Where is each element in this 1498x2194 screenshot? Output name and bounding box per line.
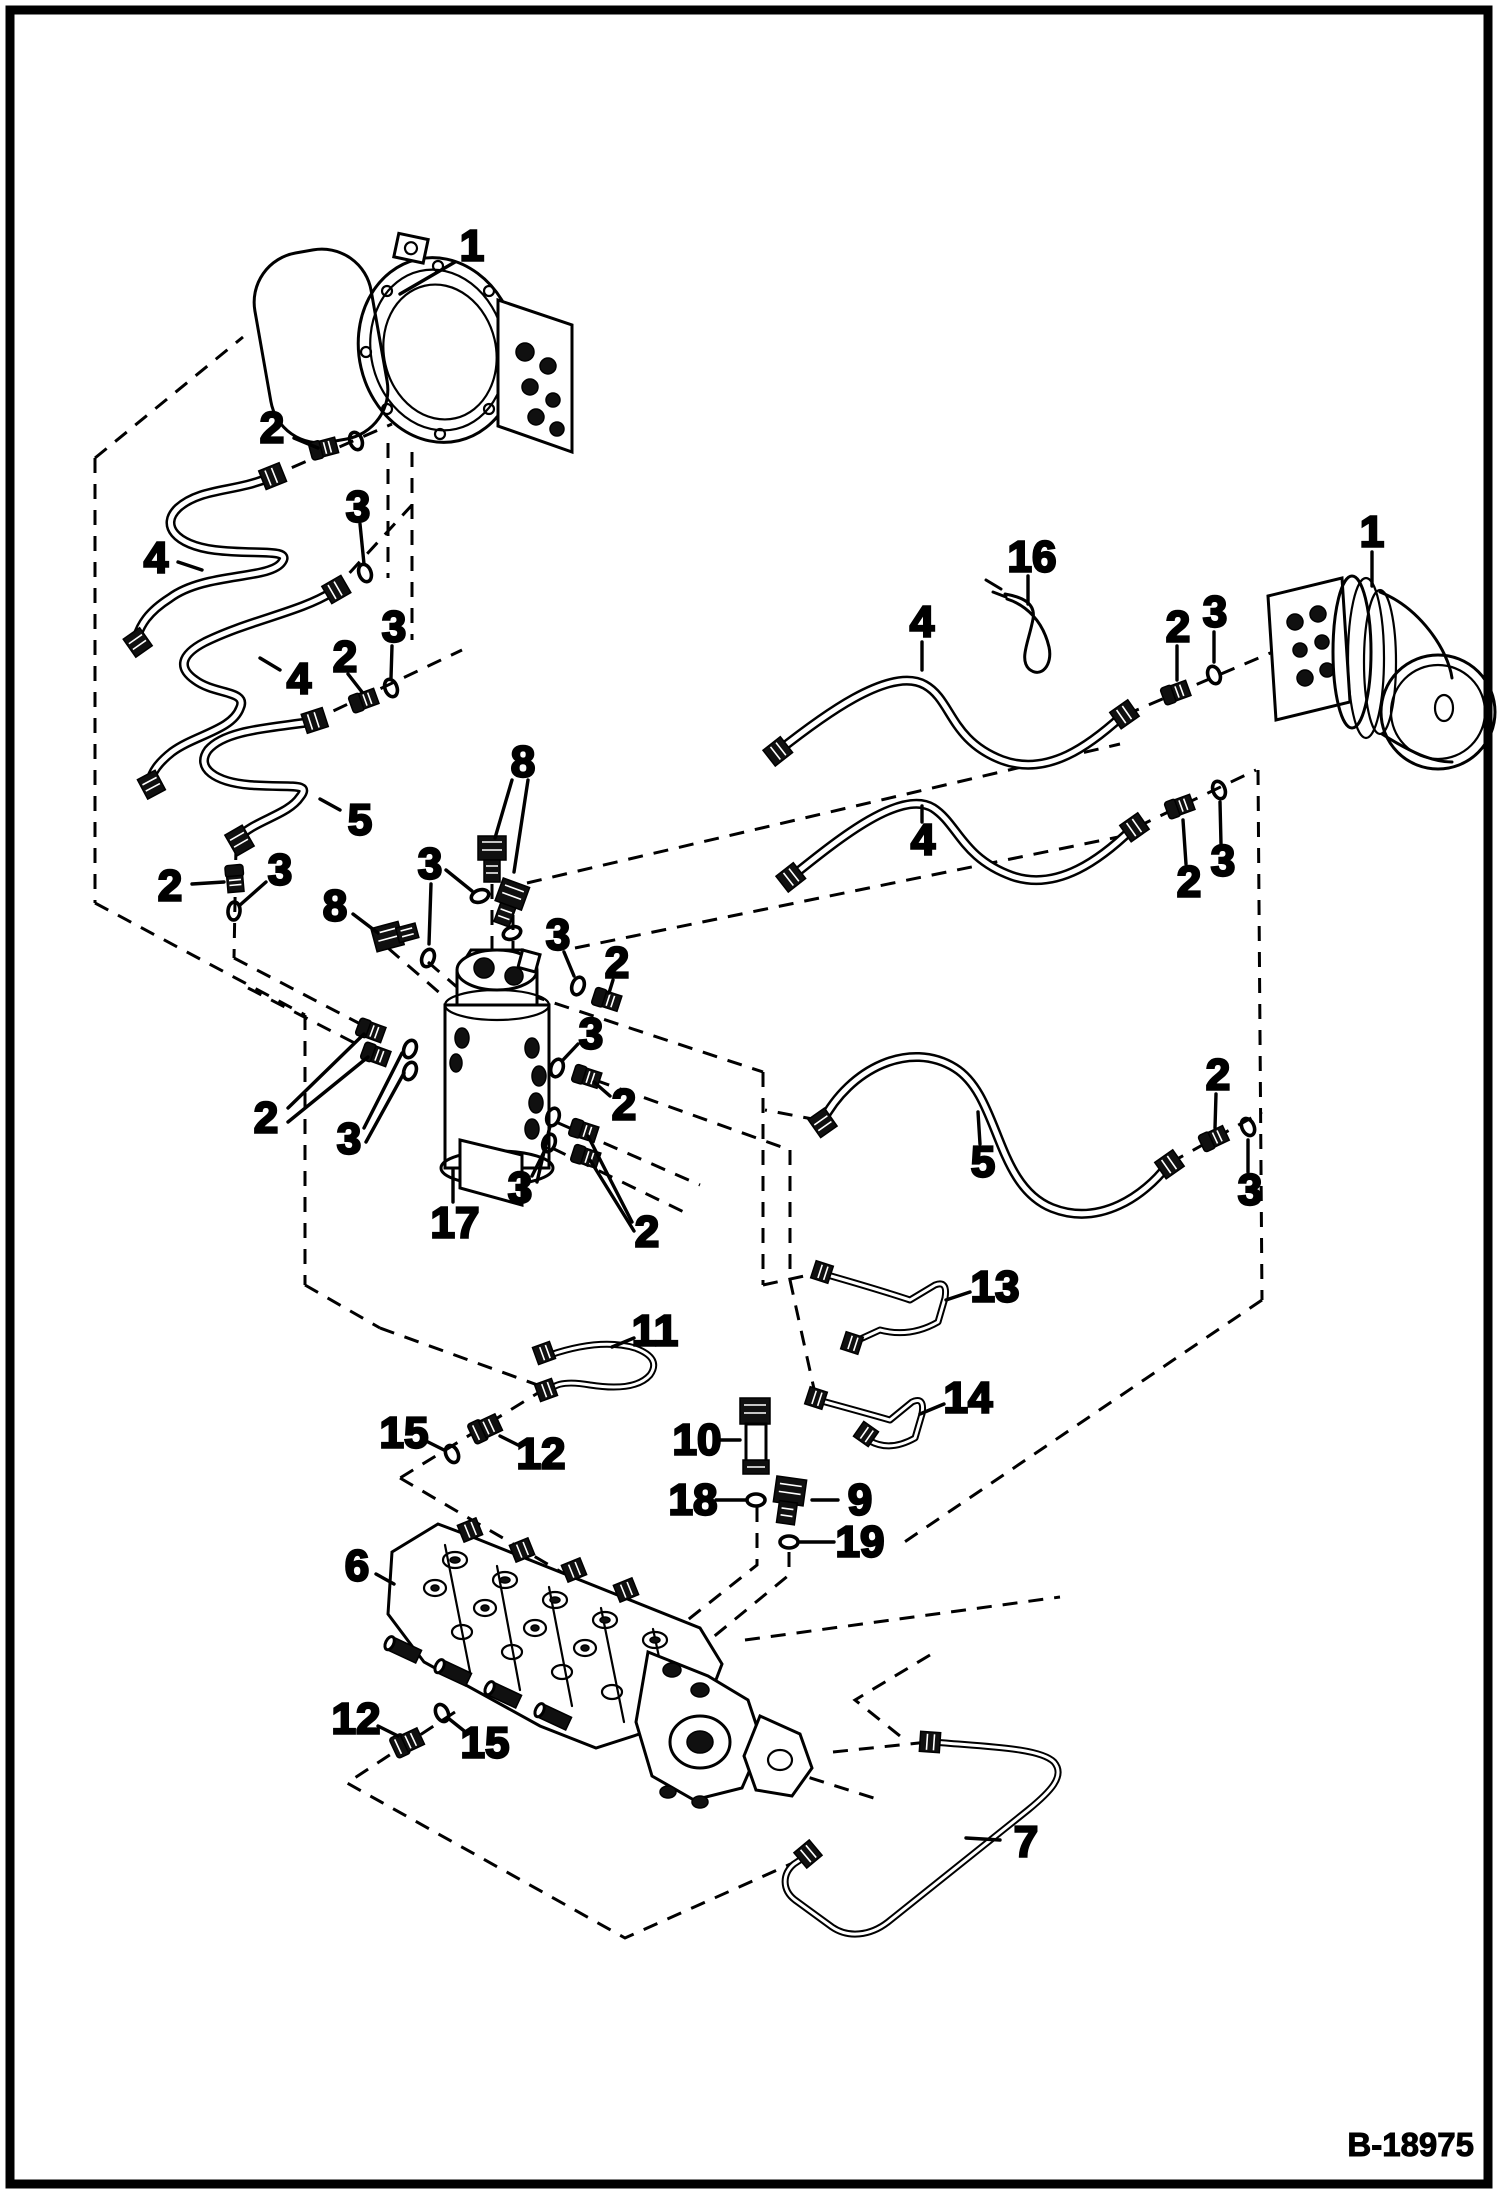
callout-3: 3	[1210, 836, 1236, 886]
callout-2: 2	[259, 403, 285, 453]
callout-15: 15	[379, 1408, 429, 1458]
callout-leader-2	[588, 1136, 632, 1222]
callout-3: 3	[381, 602, 407, 652]
callout-12: 12	[516, 1429, 566, 1479]
callout-leader-7	[966, 1838, 1000, 1840]
callout-leader-8	[514, 780, 528, 872]
callout-2: 2	[634, 1207, 660, 1257]
callout-4: 4	[910, 815, 936, 865]
callout-2: 2	[1165, 602, 1191, 652]
hose-4-left-lower	[137, 575, 350, 799]
callout-2: 2	[253, 1093, 279, 1143]
cable-tie-16	[986, 580, 1050, 672]
elbow-fitting-8-right	[488, 878, 529, 929]
callout-18: 18	[668, 1475, 718, 1525]
figure-code: B-18975	[1347, 2126, 1474, 2163]
callout-leader-3	[446, 870, 472, 891]
callout-15: 15	[460, 1718, 510, 1768]
tube-14	[805, 1387, 923, 1447]
callout-layer	[144, 222, 1384, 1867]
callout-2: 2	[157, 861, 183, 911]
callout-2: 2	[1176, 857, 1202, 907]
hose-4-right-upper	[763, 681, 1139, 766]
oring-19	[780, 1536, 798, 1548]
callout-17: 17	[430, 1198, 480, 1248]
control-valve	[383, 1518, 812, 1808]
callout-leader-3	[429, 884, 431, 944]
callout-leader-3	[562, 1044, 578, 1061]
callout-leader-4	[260, 658, 280, 670]
callout-2: 2	[604, 938, 630, 988]
callout-leader-8	[353, 914, 378, 933]
callout-4: 4	[143, 533, 169, 583]
callout-10: 10	[672, 1415, 722, 1465]
callout-6: 6	[344, 1541, 370, 1591]
fitting-12-bottom	[389, 1726, 425, 1759]
elbow-fitting-8-top	[478, 836, 506, 882]
callout-leader-13	[946, 1292, 970, 1300]
hose-4-right-lower	[776, 804, 1149, 892]
callout-3: 3	[267, 845, 293, 895]
callout-12: 12	[331, 1694, 381, 1744]
callout-8: 8	[322, 881, 348, 931]
callout-leader-5	[320, 799, 340, 810]
page-border	[10, 10, 1488, 2184]
callout-3: 3	[1237, 1165, 1263, 1215]
callout-11: 11	[631, 1306, 679, 1356]
callout-4: 4	[286, 654, 312, 704]
callout-4: 4	[909, 597, 935, 647]
callout-3: 3	[336, 1114, 362, 1164]
hose-5-right	[808, 1057, 1184, 1214]
callout-16: 16	[1007, 532, 1057, 582]
callout-3: 3	[1202, 587, 1228, 637]
callout-3: 3	[578, 1009, 604, 1059]
callout-3: 3	[417, 839, 443, 889]
orings-3	[227, 430, 1257, 1153]
callout-5: 5	[347, 795, 373, 845]
travel-motor-left	[246, 233, 572, 458]
callout-2: 2	[611, 1080, 637, 1130]
callout-3: 3	[345, 482, 371, 532]
callout-9: 9	[847, 1475, 873, 1525]
travel-motor-right	[1268, 576, 1495, 769]
callout-13: 13	[970, 1262, 1020, 1312]
callout-1: 1	[459, 221, 485, 271]
tube-13	[811, 1261, 946, 1355]
elbow-fitting-10	[740, 1398, 770, 1474]
callout-5: 5	[970, 1137, 996, 1187]
callout-leader-2	[192, 882, 224, 884]
callout-1: 1	[1359, 507, 1385, 557]
callout-leader-2	[590, 1160, 634, 1231]
callout-7: 7	[1013, 1817, 1039, 1867]
callout-2: 2	[1205, 1050, 1231, 1100]
callout-leader-8	[495, 780, 512, 838]
oring-15-top	[443, 1443, 461, 1464]
callout-3: 3	[545, 910, 571, 960]
callout-leader-4	[178, 562, 202, 570]
callout-19: 19	[835, 1517, 885, 1567]
callout-14: 14	[943, 1373, 993, 1423]
callout-2: 2	[332, 632, 358, 682]
callout-3: 3	[507, 1163, 533, 1213]
elbow-fitting-9	[771, 1476, 807, 1526]
callout-8: 8	[510, 737, 536, 787]
callout-leader-12	[378, 1726, 398, 1736]
oring-18	[747, 1494, 765, 1506]
callout-leader-1	[400, 262, 455, 294]
